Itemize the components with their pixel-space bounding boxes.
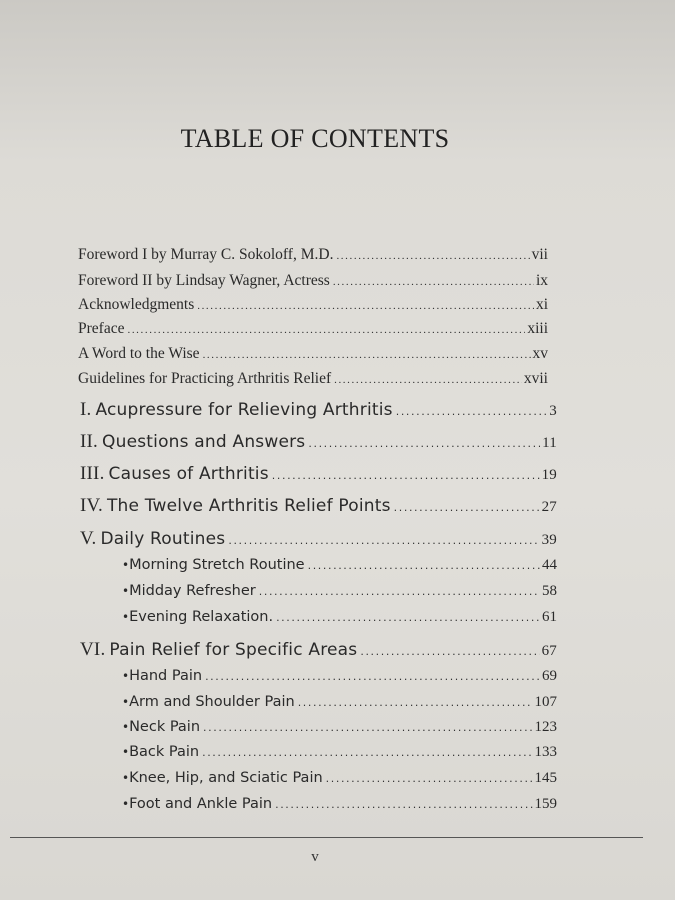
sub-entry-page: 61: [542, 609, 557, 625]
footer-rule: [10, 837, 643, 838]
toc-chapter-5: [80, 528, 557, 550]
bullet-icon: •: [122, 669, 130, 683]
bullet-icon: •: [122, 720, 130, 734]
chapter-page: 19: [541, 467, 557, 483]
chapter-number: I.: [80, 399, 92, 420]
dot-leader: [197, 300, 534, 312]
sub-entry-page: 123: [534, 719, 557, 735]
chapter-page: 27: [541, 499, 557, 515]
toc-chapter-1: [80, 399, 557, 421]
bullet-icon: •: [122, 771, 130, 785]
bullet-icon: •: [122, 610, 130, 624]
dot-leader: [272, 469, 540, 482]
dot-leader: [275, 798, 532, 811]
dot-leader: [228, 534, 539, 547]
toc-entry-page: xiii: [527, 320, 548, 337]
sub-entry-title: Knee, Hip, and Sciatic Pain: [129, 770, 323, 786]
toc-entry-page: xv: [532, 345, 548, 362]
bullet-icon: •: [122, 745, 130, 759]
sub-entry-page: 159: [534, 796, 557, 812]
toc-entry-label: Foreword II by Lindsay Wagner, Actress: [78, 272, 330, 289]
sub-entry-page: 58: [542, 583, 557, 599]
sub-entry-title: Evening Relaxation.: [129, 609, 274, 625]
sub-entry-title: Midday Refresher: [129, 583, 256, 599]
chapter-title: Causes of Arthritis: [108, 464, 269, 484]
toc-sub-entry: [122, 719, 557, 736]
toc-sub-entry: [122, 609, 557, 626]
toc-chapter-4: [80, 495, 557, 517]
toc-entry-guidelines: [78, 370, 548, 388]
sub-entry-title: Back Pain: [129, 744, 200, 760]
dot-leader: [127, 324, 525, 336]
sub-entry-title: Foot and Ankle Pain: [129, 796, 273, 812]
bullet-icon: •: [122, 797, 130, 811]
toc-entry-label: Foreword I by Murray C. Sokoloff, M.D.: [78, 246, 334, 263]
dot-leader: [333, 276, 534, 288]
sub-entry-page: 107: [534, 694, 557, 710]
sub-entry-title: Hand Pain: [129, 668, 203, 684]
toc-entry-label: A Word to the Wise: [78, 345, 200, 362]
toc-sub-entry: [122, 583, 557, 600]
toc-entry-page: xvii: [523, 370, 548, 387]
toc-sub-entry: [122, 796, 557, 813]
dot-leader: [202, 746, 532, 759]
chapter-page: 67: [541, 643, 557, 659]
page-title: TABLE OF CONTENTS: [180, 124, 450, 153]
chapter-page: 3: [549, 403, 557, 419]
chapter-number: II.: [80, 431, 99, 452]
dot-leader: [334, 374, 522, 386]
toc-chapter-2: [80, 431, 557, 453]
toc-entry-foreword-1: [78, 246, 548, 264]
dot-leader: [205, 670, 540, 683]
dot-leader: [360, 645, 539, 658]
chapter-number: IV.: [80, 495, 103, 516]
bullet-icon: •: [122, 584, 130, 598]
bullet-icon: •: [122, 558, 130, 572]
chapter-title: Pain Relief for Specific Areas: [109, 640, 358, 660]
toc-chapter-6: [80, 639, 557, 661]
sub-entry-page: 44: [542, 557, 557, 573]
chapter-title: Questions and Answers: [102, 432, 306, 452]
dot-leader: [326, 772, 533, 785]
toc-chapter-3: [80, 463, 557, 485]
chapter-number: VI.: [80, 639, 106, 660]
sub-entry-title: Neck Pain: [129, 719, 201, 735]
toc-entry-label: Acknowledgments: [78, 296, 195, 313]
chapter-title: Daily Routines: [100, 529, 226, 549]
chapter-page: 39: [541, 532, 557, 548]
chapter-number: V.: [80, 528, 97, 549]
toc-entry-page: ix: [535, 272, 548, 289]
toc-entry-label: Guidelines for Practicing Arthritis Relief: [78, 370, 332, 387]
sub-entry-title: Arm and Shoulder Pain: [129, 694, 295, 710]
page-number: v: [311, 849, 319, 865]
toc-sub-entry: [122, 557, 557, 574]
toc-entry-acknowledgments: [78, 296, 548, 314]
dot-leader: [308, 559, 540, 572]
toc-entry-page: vii: [531, 246, 548, 263]
chapter-page: 11: [542, 435, 557, 451]
dot-leader: [259, 585, 540, 598]
sub-entry-page: 145: [534, 770, 557, 786]
toc-sub-entry: [122, 770, 557, 787]
toc-entry-preface: [78, 320, 548, 338]
sub-entry-page: 69: [542, 668, 557, 684]
toc-entry-label: Preface: [78, 320, 125, 337]
dot-leader: [298, 696, 533, 709]
toc-sub-entry: [122, 694, 557, 711]
toc-sub-entry: [122, 744, 557, 761]
chapter-title: The Twelve Arthritis Relief Points: [106, 496, 391, 516]
sub-entry-page: 133: [534, 744, 557, 760]
chapter-number: III.: [80, 463, 105, 484]
dot-leader: [396, 405, 548, 418]
dot-leader: [394, 501, 540, 514]
toc-entry-foreword-2: [78, 272, 548, 290]
dot-leader: [203, 721, 532, 734]
bullet-icon: •: [122, 695, 130, 709]
toc-entry-word-to-the-wise: [78, 345, 548, 363]
dot-leader: [336, 250, 529, 262]
dot-leader: [276, 611, 540, 624]
sub-entry-title: Morning Stretch Routine: [129, 557, 305, 573]
dot-leader: [203, 349, 531, 361]
dot-leader: [308, 437, 540, 450]
toc-sub-entry: [122, 668, 557, 685]
chapter-title: Acupressure for Relieving Arthritis: [95, 400, 393, 420]
toc-entry-page: xi: [535, 296, 548, 313]
